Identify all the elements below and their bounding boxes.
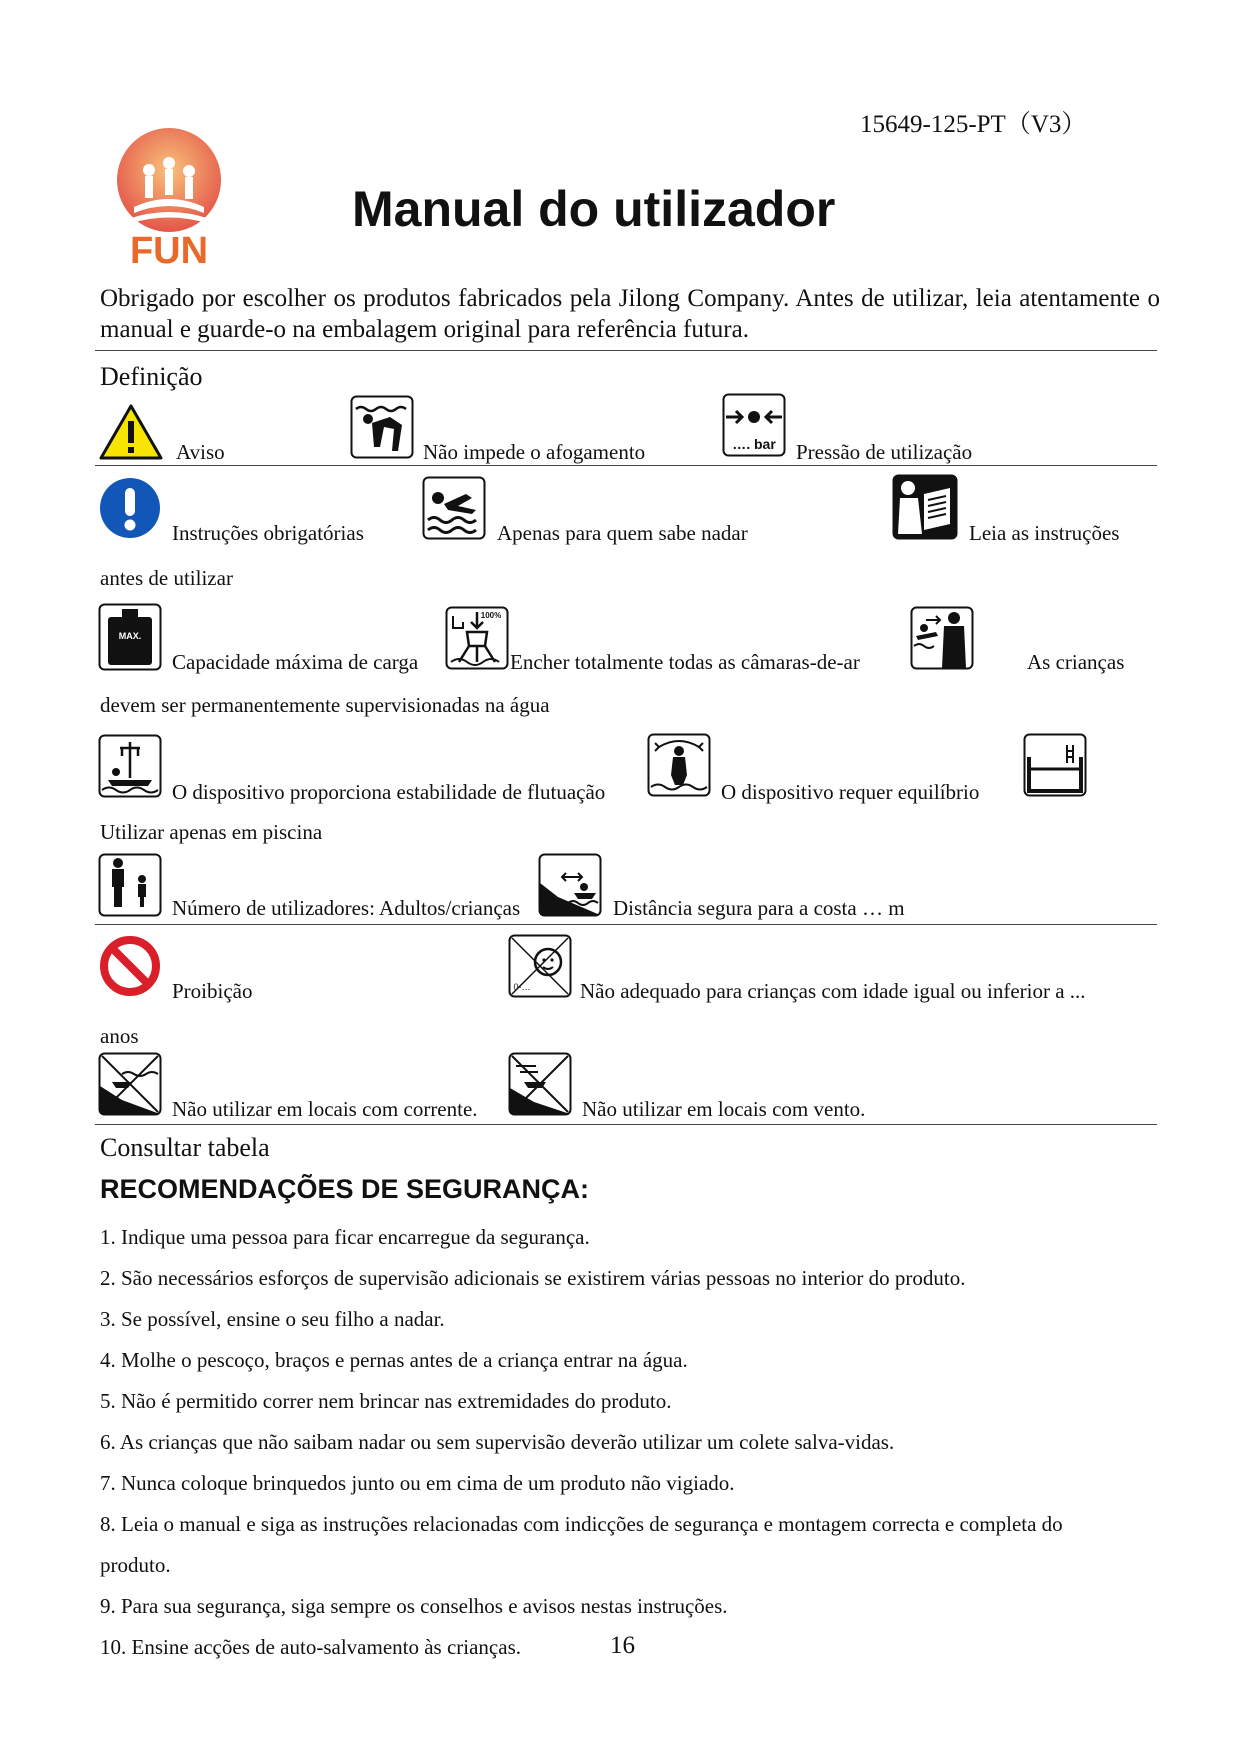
read-instructions-label: Leia as instruções bbox=[969, 521, 1120, 545]
safety-item: 1. Indique uma pessoa para ficar encarregue da segurança. bbox=[100, 1225, 590, 1249]
pressure-gauge-icon bbox=[722, 393, 786, 457]
read-instructions-label-cont: antes de utilizar bbox=[100, 566, 233, 590]
svg-text:100%: 100% bbox=[480, 611, 502, 620]
svg-text:0-…: 0-… bbox=[513, 982, 531, 992]
consult-table-text: Consultar tabela bbox=[100, 1133, 270, 1162]
warning-triangle-icon bbox=[98, 403, 164, 461]
flotation-stability-icon bbox=[98, 734, 162, 798]
fun-logo-icon bbox=[104, 125, 234, 270]
safety-item: 4. Molhe o pescoço, braços e pernas antes de a criança entrar na água. bbox=[100, 1348, 688, 1372]
shore-distance-label: Distância segura para a costa … m bbox=[613, 896, 905, 920]
read-instructions-icon bbox=[892, 474, 958, 540]
swimmer-icon bbox=[422, 476, 486, 540]
svg-text:MAX.: MAX. bbox=[118, 631, 142, 641]
safety-item: 7. Nunca coloque brinquedos junto ou em cima de um produto não vigiado. bbox=[100, 1471, 735, 1495]
no-drowning-protection-icon bbox=[350, 395, 414, 459]
safety-item: 9. Para sua segurança, siga sempre os conselhos e avisos nestas instruções. bbox=[100, 1594, 728, 1618]
safety-item: 8. Leia o manual e siga as instruções relacionadas com indicções de segurança e montagem correcta e completa do bbox=[100, 1512, 1063, 1536]
definition-heading: Definição bbox=[100, 362, 203, 391]
operating-pressure-label: Pressão de utilização bbox=[796, 440, 973, 464]
document-code: 15649-125-PT（V3） bbox=[860, 111, 1087, 138]
supervise-children-icon bbox=[910, 606, 974, 670]
no-wind-icon bbox=[508, 1052, 572, 1116]
intro-paragraph: Obrigado por escolher os produtos fabricados pela Jilong Company. Antes de utilizar, leia atentamente o manual e guarde-o na embalagem original para referência futura. bbox=[100, 285, 1160, 343]
max-load-label: Capacidade máxima de carga bbox=[172, 650, 419, 674]
warning-label: Aviso bbox=[176, 440, 225, 464]
age-limit-icon bbox=[508, 934, 572, 998]
safety-item: 5. Não é permitido correr nem brincar nas extremidades do produto. bbox=[100, 1389, 672, 1413]
balance-required-label: O dispositivo requer equilíbrio bbox=[721, 780, 980, 804]
max-load-weight-icon bbox=[98, 603, 162, 671]
pool-only-label: Utilizar apenas em piscina bbox=[100, 820, 323, 844]
page-number: 16 bbox=[610, 1632, 635, 1659]
safety-item: produto. bbox=[100, 1553, 171, 1577]
age-limit-label-cont: anos bbox=[100, 1024, 139, 1048]
prohibition-label: Proibição bbox=[172, 979, 253, 1003]
safety-item: 10. Ensine acções de auto-salvamento às crianças. bbox=[100, 1635, 521, 1659]
mandatory-instructions-icon bbox=[98, 476, 162, 540]
safety-item: 2. São necessários esforços de supervisão adicionais se existirem várias pessoas no interior do produto. bbox=[100, 1266, 966, 1290]
safety-heading: RECOMENDAÇÕES DE SEGURANÇA: bbox=[100, 1174, 590, 1204]
inflate-fully-label: Encher totalmente todas as câmaras-de-ar bbox=[510, 650, 860, 674]
no-drowning-protection-label: Não impede o afogamento bbox=[423, 440, 646, 464]
users-count-label: Número de utilizadores: Adultos/crianças bbox=[172, 896, 521, 920]
svg-text:FUN: FUN bbox=[129, 230, 209, 270]
prohibition-icon bbox=[98, 934, 162, 998]
page-title: Manual do utilizador bbox=[352, 181, 836, 237]
shore-distance-icon bbox=[538, 853, 602, 917]
swimmers-only-label: Apenas para quem sabe nadar bbox=[497, 521, 748, 545]
pool-only-icon bbox=[1023, 733, 1087, 797]
safety-item: 6. As crianças que não saibam nadar ou sem supervisão deverão utilizar um colete salva-vidas. bbox=[100, 1430, 895, 1454]
safety-item: 3. Se possível, ensine o seu filho a nadar. bbox=[100, 1307, 445, 1331]
balance-required-icon bbox=[647, 733, 711, 797]
supervise-children-label: As crianças bbox=[1027, 650, 1125, 674]
users-count-icon bbox=[98, 853, 162, 917]
flotation-stability-label: O dispositivo proporciona estabilidade de flutuação bbox=[172, 780, 606, 804]
mandatory-instructions-label: Instruções obrigatórias bbox=[172, 521, 364, 545]
divider bbox=[95, 465, 1157, 466]
no-current-icon bbox=[98, 1052, 162, 1116]
divider bbox=[95, 924, 1157, 925]
divider bbox=[95, 350, 1157, 351]
divider bbox=[95, 1124, 1157, 1125]
no-wind-label: Não utilizar em locais com vento. bbox=[582, 1097, 866, 1121]
age-limit-label: Não adequado para crianças com idade igual ou inferior a ... bbox=[580, 979, 1086, 1003]
svg-text:…. bar: …. bar bbox=[732, 436, 776, 452]
inflate-fully-icon bbox=[445, 606, 509, 670]
no-current-label: Não utilizar em locais com corrente. bbox=[172, 1097, 478, 1121]
supervise-children-label-cont: devem ser permanentemente supervisionadas na água bbox=[100, 693, 550, 717]
